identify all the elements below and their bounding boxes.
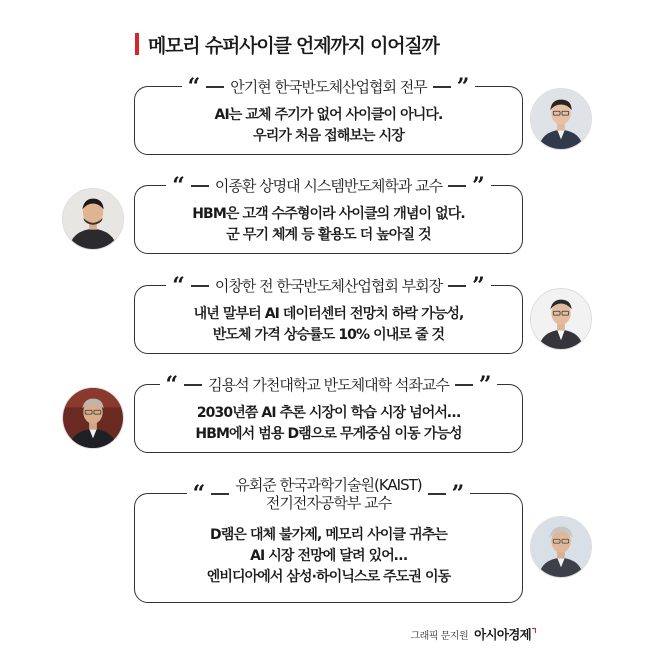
title-accent-bar — [135, 33, 139, 55]
divider-line — [206, 86, 224, 88]
speaker-name-line: 유회준 한국과학기술원(KAIST) — [235, 476, 422, 494]
person-photo-icon — [531, 89, 591, 149]
page-title: 메모리 슈퍼사이클 언제까지 이어질까 — [148, 34, 439, 57]
close-quote-icon: ” — [456, 74, 470, 100]
person-photo-icon — [63, 189, 123, 249]
open-quote-icon: “ — [165, 372, 179, 398]
speaker-photo — [62, 188, 124, 250]
quote-line: 엔비디아에서 삼성·하이닉스로 주도권 이동 — [206, 569, 451, 585]
quote-line: D램은 대체 불가제, 메모리 사이클 귀추는 — [210, 527, 447, 543]
speaker-name — [235, 476, 421, 512]
brand-mark-icon — [532, 628, 536, 633]
person-photo-icon — [63, 388, 123, 448]
divider-line — [428, 493, 446, 495]
quote-text — [134, 304, 523, 346]
quote-line: HBM은 고객 수주형이라 사이클의 개념이 없다. — [192, 206, 465, 222]
divider-line — [211, 493, 229, 495]
quote-card-5 — [134, 475, 523, 603]
quote-line: AI는 교체 주기가 없어 사이클이 아니다. — [214, 107, 443, 123]
speaker-photo — [530, 288, 592, 350]
speaker-name: 이창한 전 한국반도체산업협회 부회장 — [214, 277, 443, 295]
divider-line — [448, 285, 466, 287]
quote-card-3 — [134, 275, 523, 354]
graphic-credit: 그래픽 문지원 — [410, 631, 469, 642]
person-photo-icon — [531, 289, 591, 349]
speaker-name-line: 전기전자공학부 교수 — [265, 494, 392, 512]
divider-line — [433, 86, 451, 88]
open-quote-icon: “ — [172, 273, 185, 299]
quote-line: 반도체 가격 상승률도 10% 이내로 줄 것 — [212, 327, 445, 343]
close-quote-icon: ” — [451, 481, 465, 507]
quote-line: AI 시장 전망에 달려 있어… — [250, 548, 407, 564]
open-quote-icon: “ — [172, 173, 185, 199]
brand-logo: 아시아경제 — [474, 627, 531, 642]
quote-line: 내년 말부터 AI 데이터센터 전망치 하락 가능성, — [193, 306, 464, 322]
open-quote-icon: “ — [187, 74, 201, 100]
card-header — [134, 374, 523, 396]
speaker-name: 안기현 한국반도체산업협회 전무 — [230, 78, 427, 96]
card-header — [134, 76, 523, 98]
speaker-name: 김용석 가천대학교 반도체대학 석좌교수 — [208, 376, 449, 394]
quote-line: 2030년쯤 AI 추론 시장이 학습 시장 넘어서… — [196, 405, 461, 421]
quote-text — [134, 525, 523, 588]
quote-card-4 — [134, 374, 523, 453]
quote-line: 우리가 처음 접해보는 시장 — [253, 128, 404, 144]
title-block — [135, 31, 439, 57]
close-quote-icon: ” — [472, 273, 485, 299]
divider-line — [184, 384, 202, 386]
person-photo-icon — [531, 517, 591, 577]
quote-text — [134, 403, 523, 445]
divider-line — [191, 185, 209, 187]
divider-line — [455, 384, 473, 386]
footer — [410, 625, 536, 643]
speaker-photo — [530, 516, 592, 578]
divider-line — [191, 285, 209, 287]
close-quote-icon: ” — [478, 372, 492, 398]
close-quote-icon: ” — [472, 173, 485, 199]
quote-card-2 — [134, 175, 523, 254]
quote-text — [134, 204, 523, 246]
quote-card-1 — [134, 76, 523, 155]
quote-line: HBM에서 범용 D램으로 무게중심 이동 가능성 — [195, 426, 462, 442]
speaker-photo — [62, 387, 124, 449]
speaker-photo — [530, 88, 592, 150]
divider-line — [448, 185, 466, 187]
card-header — [134, 475, 523, 513]
quote-text — [134, 105, 523, 147]
card-header — [134, 175, 523, 197]
card-header — [134, 275, 523, 297]
speaker-name: 이종환 상명대 시스템반도체학과 교수 — [214, 177, 443, 195]
quote-line: 군 무기 체계 등 활용도 더 높아질 것 — [226, 227, 431, 243]
open-quote-icon: “ — [192, 481, 206, 507]
